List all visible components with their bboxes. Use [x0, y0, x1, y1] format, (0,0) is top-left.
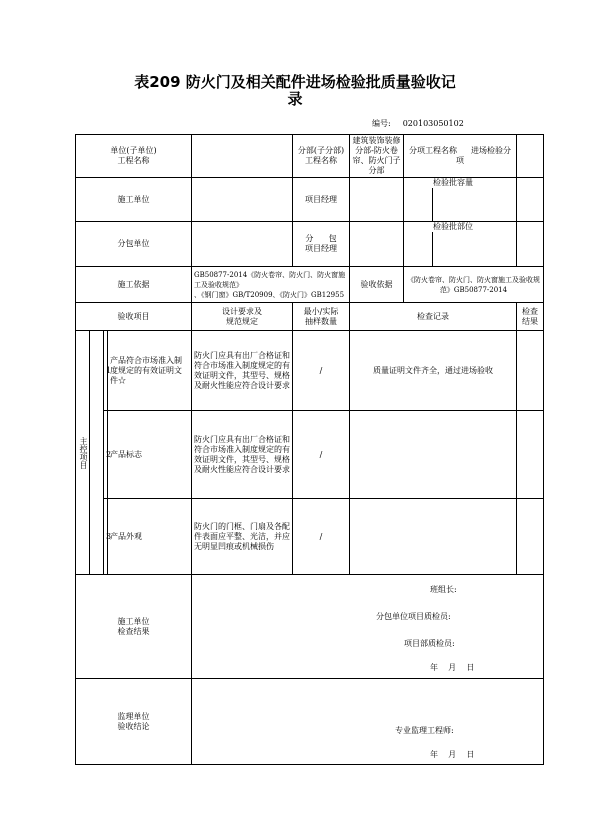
batch-part-extra [517, 222, 544, 267]
subcontractor-value [192, 222, 293, 267]
item-name: 产品符合市场准入制度规定的有效证明文件☆ [108, 331, 192, 411]
supervision-label: 监理单位 验收结论 [76, 679, 192, 765]
batch-part-label: 检验批部位 [404, 222, 517, 267]
item-record [350, 499, 517, 575]
item-design: 防火门应具有出厂合格证和符合市场准入制度规定的有效证明文件，其型号、规格及耐火性能应符合设计要求 [192, 411, 293, 499]
item-record [350, 411, 517, 499]
code-label: 编号: [372, 119, 391, 128]
sub-pm-value [350, 222, 404, 267]
item-design: 防火门应具有出厂合格证和符合市场准入制度规定的有效证明文件，其型号、规格及耐火性能应符合设计要求 [192, 331, 293, 411]
table-row [76, 499, 544, 575]
col-header-item: 验收项目 [76, 303, 192, 331]
construction-check-label: 施工单位 检查结果 [76, 575, 192, 679]
supervision-area [192, 679, 544, 765]
sub-item-value: 进场检验分项 [456, 146, 511, 165]
record-number [372, 118, 464, 129]
page-title [0, 74, 590, 108]
acceptance-basis-label: 验收依据 [350, 267, 404, 303]
sub-pm-label: 分 包 项目经理 [293, 222, 350, 267]
item-no: 1 [104, 331, 108, 411]
title-line-1: 表209 防火门及相关配件进场检验批质量验收记 [134, 73, 456, 91]
project-inspector-label: 项目部质检员: [404, 639, 455, 648]
unit-name-value [192, 135, 293, 178]
division-name-value: 建筑装饰装修分部-防火卷帘、防火门子分部 [350, 135, 404, 178]
acceptance-basis-value: 《防火卷帘、防火门、防火窗施工及验收规范》GB50877-2014 [404, 267, 544, 303]
unit-name-label: 单位(子单位) 工程名称 [76, 135, 192, 178]
item-sample: / [293, 499, 350, 575]
item-name: 产品外观 [108, 499, 192, 575]
item-design: 防火门的门框、门扇及各配件表面应平整、光洁，并应无明显凹痕或机械损伤 [192, 499, 293, 575]
contractor-label: 施工单位 [76, 178, 192, 222]
main-control-label: 主控项目 [76, 331, 90, 575]
pm-label: 项目经理 [293, 178, 350, 222]
team-leader-label: 班组长: [430, 585, 457, 594]
construction-date: 年 月 日 [430, 663, 475, 672]
batch-qty-extra [517, 178, 544, 222]
division-name-label: 分部(子分部) 工程名称 [293, 135, 350, 178]
pm-value [350, 178, 404, 222]
basis-label: 施工依据 [76, 267, 192, 303]
table-row [76, 331, 544, 411]
item-no: 3 [104, 499, 108, 575]
batch-qty-label: 检验批容量 [404, 178, 517, 222]
item-result [517, 331, 544, 411]
item-result [517, 411, 544, 499]
batch-part-value [432, 232, 488, 266]
title-line-2: 录 [287, 90, 303, 108]
item-sample: / [293, 411, 350, 499]
code-value: 020103050102 [402, 119, 464, 128]
sub-item-label: 分项工程名称 进场检验分项 [404, 135, 517, 178]
batch-qty-value [432, 188, 488, 221]
table-row [76, 411, 544, 499]
spacer-col [90, 331, 104, 575]
col-header-sample: 最小/实际 抽样数量 [293, 303, 350, 331]
item-no: 2 [104, 411, 108, 499]
supervision-date: 年 月 日 [430, 750, 475, 759]
sub-item-extra [517, 135, 544, 178]
construction-check-area [192, 575, 544, 679]
item-result [517, 499, 544, 575]
col-header-result: 检查 结果 [517, 303, 544, 331]
item-sample: / [293, 331, 350, 411]
item-name: 产品标志 [108, 411, 192, 499]
subcontractor-label: 分包单位 [76, 222, 192, 267]
contractor-value [192, 178, 293, 222]
sub-inspector-label: 分包单位项目质检员: [376, 612, 451, 621]
item-record: 质量证明文件齐全，通过进场验收 [350, 331, 517, 411]
inspection-table [75, 134, 544, 765]
supervision-engineer-label: 专业监理工程师: [395, 726, 454, 735]
basis-value: GB50877-2014《防火卷帘、防火门、防火窗施工及验收规范》 、《钢门窗》GB/T20909、《防火门》GB12955 [192, 267, 350, 303]
col-header-record: 检查记录 [350, 303, 517, 331]
col-header-design: 设计要求及 规范规定 [192, 303, 293, 331]
